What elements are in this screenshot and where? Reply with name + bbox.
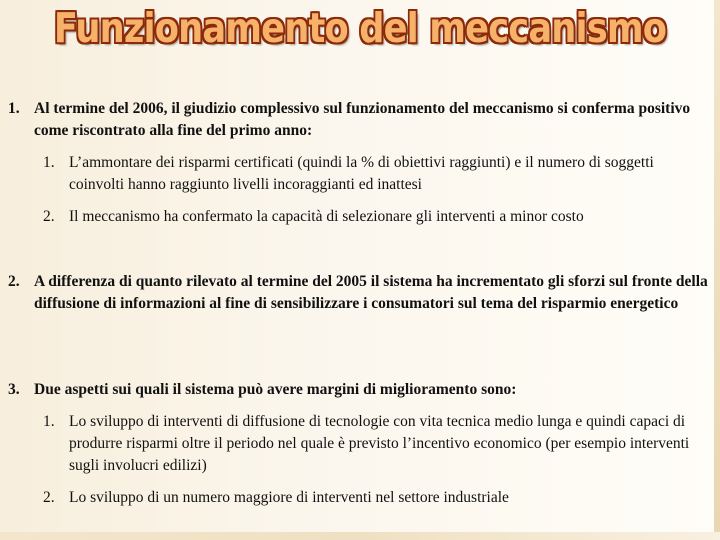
sub-item-number: 2.: [43, 489, 55, 506]
sub-item-text: Lo sviluppo di un numero maggiore di interventi nel settore industriale: [69, 489, 509, 506]
list-item-2: [8, 271, 708, 315]
sub-item-number: 2.: [43, 208, 55, 225]
sub-item-number: 1.: [43, 413, 55, 430]
list-item-text: A differenza di quanto rilevato al termine del 2005 il sistema ha incrementato gli sforzi sul fronte della diffusione di informazioni al fine di sensibilizzare i consumatori sul tema del risparmio energetico: [34, 273, 708, 312]
decorative-bottom-edge: [0, 532, 720, 540]
sub-item-3-2: [43, 487, 703, 509]
list-item-1: [8, 98, 708, 142]
list-item-number: 3.: [8, 381, 20, 398]
sub-item-text: Il meccanismo ha confermato la capacità di selezionare gli interventi a minor costo: [69, 208, 584, 225]
list-item-text: Al termine del 2006, il giudizio complessivo sul funzionamento del meccanismo si conferma positivo come riscontrato alla fine del primo anno:: [34, 100, 691, 139]
sub-item-3-1: [43, 411, 703, 477]
sub-item-text: Lo sviluppo di interventi di diffusione di tecnologie con vita tecnica medio lunga e quindi capaci di produrre risparmi oltre il periodo nel quale è previsto l’incentivo economico (per esempio interventi sugli involucri edilizi): [69, 413, 690, 474]
list-item-3: [8, 379, 708, 401]
list-item-number: 1.: [8, 100, 20, 117]
sub-item-1-1: [43, 152, 703, 196]
list-item-number: 2.: [8, 273, 20, 290]
sub-item-text: L’ammontare dei risparmi certificati (quindi la % di obiettivi raggiunti) e il numero di soggetti coinvolti hanno raggiunto livelli incoraggianti ed inattesi: [69, 154, 654, 193]
slide-title: Funzionamento del meccanismo: [53, 4, 667, 52]
list-item-text: Due aspetti sui quali il sistema può avere margini di miglioramento sono:: [34, 381, 517, 398]
sub-item-number: 1.: [43, 154, 55, 171]
sub-item-1-2: [43, 206, 703, 228]
decorative-right-edge: [714, 0, 720, 540]
